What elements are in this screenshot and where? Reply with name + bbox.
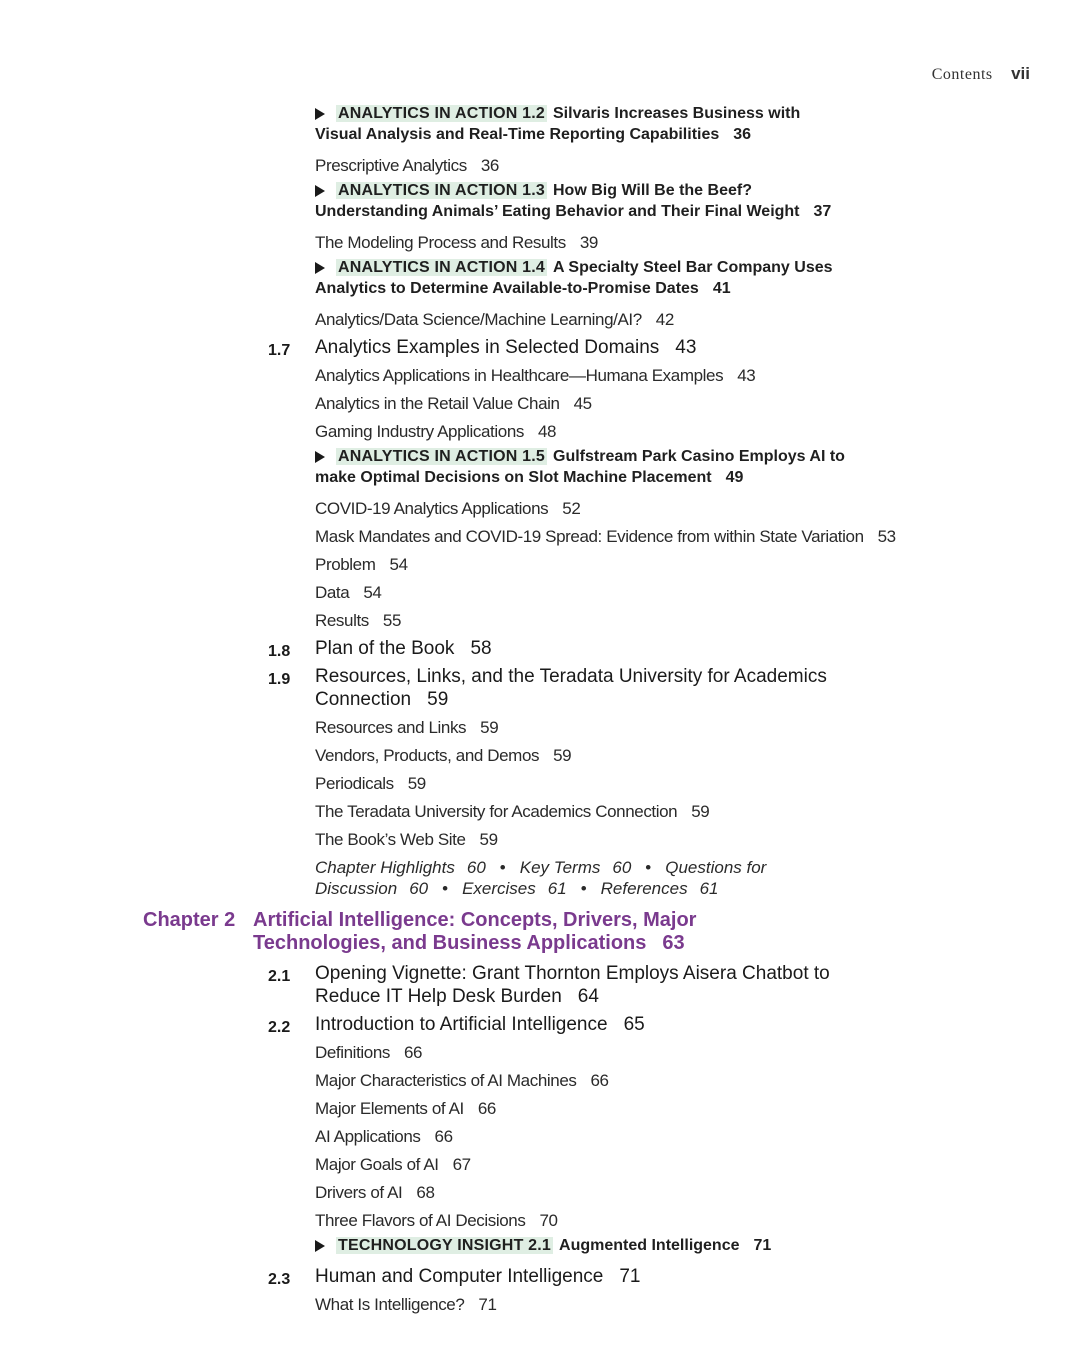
sub-title: Results [315, 611, 369, 630]
toc-sub-data[interactable] [315, 579, 875, 607]
box-page: 36 [733, 126, 752, 143]
eoc-page: 60 [466, 858, 486, 877]
toc-section-2-2[interactable] [268, 1011, 845, 1039]
eoc-key-terms[interactable]: Key Terms [519, 858, 601, 877]
sub-title: Prescriptive Analytics [315, 156, 467, 175]
box-title: Gulfstream Park Casino Employs AI to make Optimal Decisions on Slot Machine Placement [315, 448, 845, 486]
sub-page: 68 [416, 1183, 435, 1202]
sub-page: 36 [480, 156, 499, 175]
sub-title: Periodicals [315, 774, 394, 793]
sub-title: AI Applications [315, 1127, 421, 1146]
sub-title: The Modeling Process and Results [315, 233, 566, 252]
toc-sub-teradata-connection[interactable] [315, 798, 875, 826]
sub-page: 66 [590, 1071, 609, 1090]
sub-page: 55 [382, 611, 401, 630]
sub-title: Data [315, 583, 350, 602]
eoc-page: 61 [547, 879, 567, 898]
sub-title: Problem [315, 555, 376, 574]
box-page: 49 [725, 469, 744, 486]
sub-title: Definitions [315, 1043, 390, 1062]
box-label: TECHNOLOGY INSIGHT 2.1 [338, 1237, 552, 1254]
sub-page: 53 [877, 527, 896, 546]
bullet-separator: • [499, 858, 506, 877]
sub-page: 71 [478, 1295, 497, 1314]
triangle-bullet-icon [315, 1240, 325, 1252]
section-title: Analytics Examples in Selected Domains [315, 337, 660, 358]
box-page: 37 [813, 203, 832, 220]
eoc-page: 60 [409, 879, 429, 898]
sub-title: Vendors, Products, and Demos [315, 746, 540, 765]
sub-page: 59 [407, 774, 426, 793]
sub-title: Mask Mandates and COVID-19 Spread: Evidence from within State Variation [315, 527, 864, 546]
toc-box-analytics-in-action-1-2[interactable] [315, 103, 845, 145]
sub-page: 45 [573, 394, 592, 413]
toc-sub-ai-elements[interactable] [315, 1095, 875, 1123]
toc-sub-covid-analytics[interactable] [315, 495, 875, 523]
toc-sub-resources-links[interactable] [315, 714, 875, 742]
toc-chapter-2[interactable] [143, 909, 723, 955]
eoc-references[interactable]: References [600, 879, 688, 898]
bullet-separator: • [442, 879, 449, 898]
triangle-bullet-icon [315, 185, 325, 197]
chapter-page: 63 [662, 932, 685, 954]
toc-box-analytics-in-action-1-4[interactable] [315, 257, 845, 299]
sub-title: What Is Intelligence? [315, 1295, 465, 1314]
table-of-contents [0, 103, 1080, 1319]
toc-sub-results[interactable] [315, 607, 875, 635]
running-head [932, 64, 1030, 84]
toc-sub-ai-applications[interactable] [315, 1123, 875, 1151]
toc-sub-ai-drivers[interactable] [315, 1179, 875, 1207]
toc-section-2-1[interactable] [268, 960, 845, 1011]
sub-page: 59 [480, 718, 499, 737]
sub-page: 43 [737, 366, 756, 385]
toc-sub-prescriptive-analytics[interactable] [315, 152, 875, 180]
toc-sub-gaming-industry[interactable] [315, 418, 875, 446]
sub-page: 39 [579, 233, 598, 252]
sub-title: Drivers of AI [315, 1183, 403, 1202]
box-label: ANALYTICS IN ACTION 1.2 [338, 105, 545, 122]
toc-sub-healthcare-humana[interactable] [315, 362, 875, 390]
sub-page: 54 [363, 583, 382, 602]
sub-page: 66 [434, 1127, 453, 1146]
bullet-separator: • [580, 879, 587, 898]
triangle-bullet-icon [315, 451, 325, 463]
toc-sub-mask-mandates[interactable] [315, 523, 896, 551]
sub-page: 42 [655, 310, 674, 329]
section-title: Human and Computer Intelligence [315, 1266, 604, 1287]
toc-section-1-7[interactable] [268, 334, 845, 362]
sub-title: The Teradata University for Academics Connection [315, 802, 678, 821]
toc-sub-what-is-intelligence[interactable] [315, 1291, 875, 1319]
section-title: Plan of the Book [315, 638, 455, 659]
sub-page: 67 [452, 1155, 471, 1174]
box-title: How Big Will Be the Beef? Understanding Animals’ Eating Behavior and Their Final Weight [315, 182, 800, 220]
section-number: 2.1 [268, 968, 291, 985]
section-title: Opening Vignette: Grant Thornton Employs Aisera Chatbot to Reduce IT Help Desk Burden [315, 963, 830, 1007]
sub-page: 59 [691, 802, 710, 821]
sub-title: Analytics in the Retail Value Chain [315, 394, 560, 413]
section-page: 71 [619, 1266, 641, 1287]
box-page: 71 [753, 1237, 772, 1254]
toc-section-2-3[interactable] [268, 1263, 845, 1291]
toc-sub-problem[interactable] [315, 551, 875, 579]
box-label: ANALYTICS IN ACTION 1.4 [338, 259, 545, 276]
toc-sub-periodicals[interactable] [315, 770, 875, 798]
toc-box-analytics-in-action-1-5[interactable] [315, 446, 845, 488]
toc-section-1-8[interactable] [268, 635, 845, 663]
sub-page: 52 [562, 499, 581, 518]
toc-sub-analytics-data-science[interactable] [315, 306, 875, 334]
section-page: 64 [577, 986, 599, 1007]
box-title: Augmented Intelligence [559, 1237, 740, 1254]
sub-page: 70 [539, 1211, 558, 1230]
section-page: 58 [470, 638, 492, 659]
eoc-exercises[interactable]: Exercises [462, 879, 536, 898]
toc-sub-definitions[interactable] [315, 1039, 875, 1067]
section-number: 1.9 [268, 671, 291, 688]
sub-page: 48 [537, 422, 557, 441]
sub-title: The Book’s Web Site [315, 830, 466, 849]
sub-title: Gaming Industry Applications [315, 422, 524, 441]
section-page: 59 [427, 689, 449, 710]
toc-sub-vendors-products[interactable] [315, 742, 875, 770]
section-number: 1.8 [268, 643, 291, 660]
triangle-bullet-icon [315, 262, 325, 274]
toc-sub-ai-goals[interactable] [315, 1151, 875, 1179]
sub-page: 66 [477, 1099, 496, 1118]
sub-title: COVID-19 Analytics Applications [315, 499, 549, 518]
running-head-label: Contents [931, 66, 993, 83]
end-of-chapter-matter [315, 857, 835, 899]
sub-page: 54 [389, 555, 408, 574]
toc-box-analytics-in-action-1-3[interactable] [315, 180, 845, 222]
section-number: 2.2 [268, 1019, 291, 1036]
eoc-page: 60 [612, 858, 632, 877]
toc-sub-retail-value-chain[interactable] [315, 390, 875, 418]
triangle-bullet-icon [315, 108, 325, 120]
toc-sub-book-web-site[interactable] [315, 826, 875, 854]
toc-sub-ai-characteristics[interactable] [315, 1067, 875, 1095]
box-label: ANALYTICS IN ACTION 1.5 [338, 448, 545, 465]
toc-sub-modeling-process[interactable] [315, 229, 875, 257]
toc-section-1-9[interactable] [268, 663, 845, 714]
toc-sub-ai-decisions[interactable] [315, 1207, 875, 1235]
sub-title: Three Flavors of AI Decisions [315, 1211, 526, 1230]
chapter-label: Chapter 2 [143, 909, 236, 931]
box-page: 41 [712, 280, 731, 297]
section-page: 65 [623, 1014, 645, 1035]
eoc-questions[interactable]: Questions for Discussion [315, 858, 767, 898]
sub-title: Analytics Applications in Healthcare—Humana Examples [315, 366, 724, 385]
page-number: vii [1011, 64, 1030, 83]
toc-box-technology-insight-2-1[interactable] [315, 1235, 845, 1256]
sub-page: 66 [403, 1043, 423, 1062]
section-title: Resources, Links, and the Teradata University for Academics Connection [315, 666, 827, 710]
sub-title: Major Elements of AI [315, 1099, 464, 1118]
box-title: Silvaris Increases Business with Visual Analysis and Real-Time Reporting Capabilities [315, 105, 801, 143]
sub-title: Analytics/Data Science/Machine Learning/AI? [315, 310, 642, 329]
eoc-chapter-highlights[interactable]: Chapter Highlights [315, 858, 455, 877]
sub-page: 59 [553, 746, 572, 765]
chapter-title: Artificial Intelligence: Concepts, Drivers, Major Technologies, and Business Applications [253, 909, 697, 954]
sub-title: Resources and Links [315, 718, 467, 737]
section-page: 43 [675, 337, 697, 358]
section-number: 2.3 [268, 1271, 291, 1288]
sub-page: 59 [479, 830, 498, 849]
box-label: ANALYTICS IN ACTION 1.3 [338, 182, 545, 199]
eoc-page: 61 [699, 879, 719, 898]
bullet-separator: • [645, 858, 652, 877]
section-number: 1.7 [268, 342, 291, 359]
section-title: Introduction to Artificial Intelligence [315, 1014, 608, 1035]
sub-title: Major Characteristics of AI Machines [315, 1071, 577, 1090]
sub-title: Major Goals of AI [315, 1155, 439, 1174]
box-title: A Specialty Steel Bar Company Uses Analytics to Determine Available-to-Promise Dates [315, 259, 833, 297]
